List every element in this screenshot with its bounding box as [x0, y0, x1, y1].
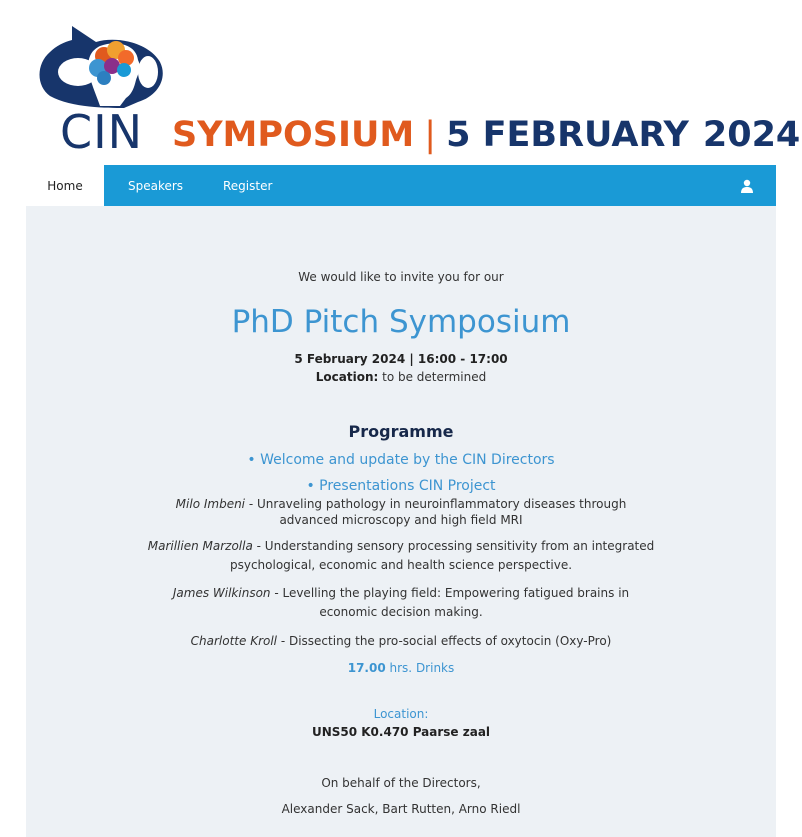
event-location	[26, 370, 776, 384]
nav-tab-home[interactable]: Home	[26, 165, 104, 206]
event-datetime: 5 February 2024 | 16:00 - 17:00	[294, 352, 508, 366]
talk-item	[26, 632, 776, 650]
event-title: PhD Pitch Symposium	[231, 304, 571, 340]
venue-value: UNS50 K0.470 Paarse zaal	[311, 725, 491, 739]
location-label: Location:	[315, 370, 379, 384]
directors-names: Alexander Sack, Bart Rutten, Arno Riedl	[281, 802, 521, 816]
banner-word: SYMPOSIUM	[172, 115, 415, 155]
cin-logo	[38, 24, 168, 152]
behalf-text: On behalf of the Directors,	[321, 776, 481, 790]
speaker-name: James Wilkinson	[172, 586, 271, 600]
talk-item	[26, 537, 776, 575]
banner-separator: |	[424, 115, 437, 155]
talk-title: - Levelling the playing field: Empowering fatigued brains in economic decision making.	[270, 586, 630, 619]
talk-item	[26, 584, 776, 622]
talk-item	[26, 496, 776, 528]
drinks-text: hrs. Drinks	[385, 661, 455, 675]
programme-item-presentations: • Presentations CIN Project	[306, 478, 496, 494]
user-icon[interactable]	[740, 179, 754, 193]
banner-date: 5 FEBRUARY	[446, 115, 689, 155]
main-content	[26, 206, 776, 837]
navbar	[26, 165, 776, 206]
drinks-line	[26, 661, 776, 675]
programme-item-welcome: • Welcome and update by the CIN Directors	[247, 452, 555, 468]
drinks-time: 17.00	[347, 661, 386, 675]
talk-title: - Unraveling pathology in neuroinflammatory diseases through advanced microscopy and high field MRI	[245, 497, 627, 527]
talk-title: - Dissecting the pro-social effects of oxytocin (Oxy-Pro)	[277, 634, 612, 648]
invite-text: We would like to invite you for our	[298, 270, 504, 284]
logo-text: CIN	[60, 105, 144, 152]
banner-title	[172, 115, 800, 155]
location-value: to be determined	[382, 370, 487, 384]
nav-tab-register[interactable]: Register	[223, 179, 273, 193]
speaker-name: Marillien Marzolla	[147, 539, 253, 553]
speaker-name: Milo Imbeni	[175, 497, 246, 511]
talk-title: - Understanding sensory processing sensitivity from an integrated psychological, economic and health science perspective.	[229, 539, 655, 572]
venue-label: Location:	[373, 707, 429, 721]
programme-heading: Programme	[348, 422, 454, 441]
banner-year: 2024	[702, 115, 801, 155]
nav-tab-speakers[interactable]: Speakers	[128, 179, 184, 193]
speaker-name: Charlotte Kroll	[190, 634, 278, 648]
